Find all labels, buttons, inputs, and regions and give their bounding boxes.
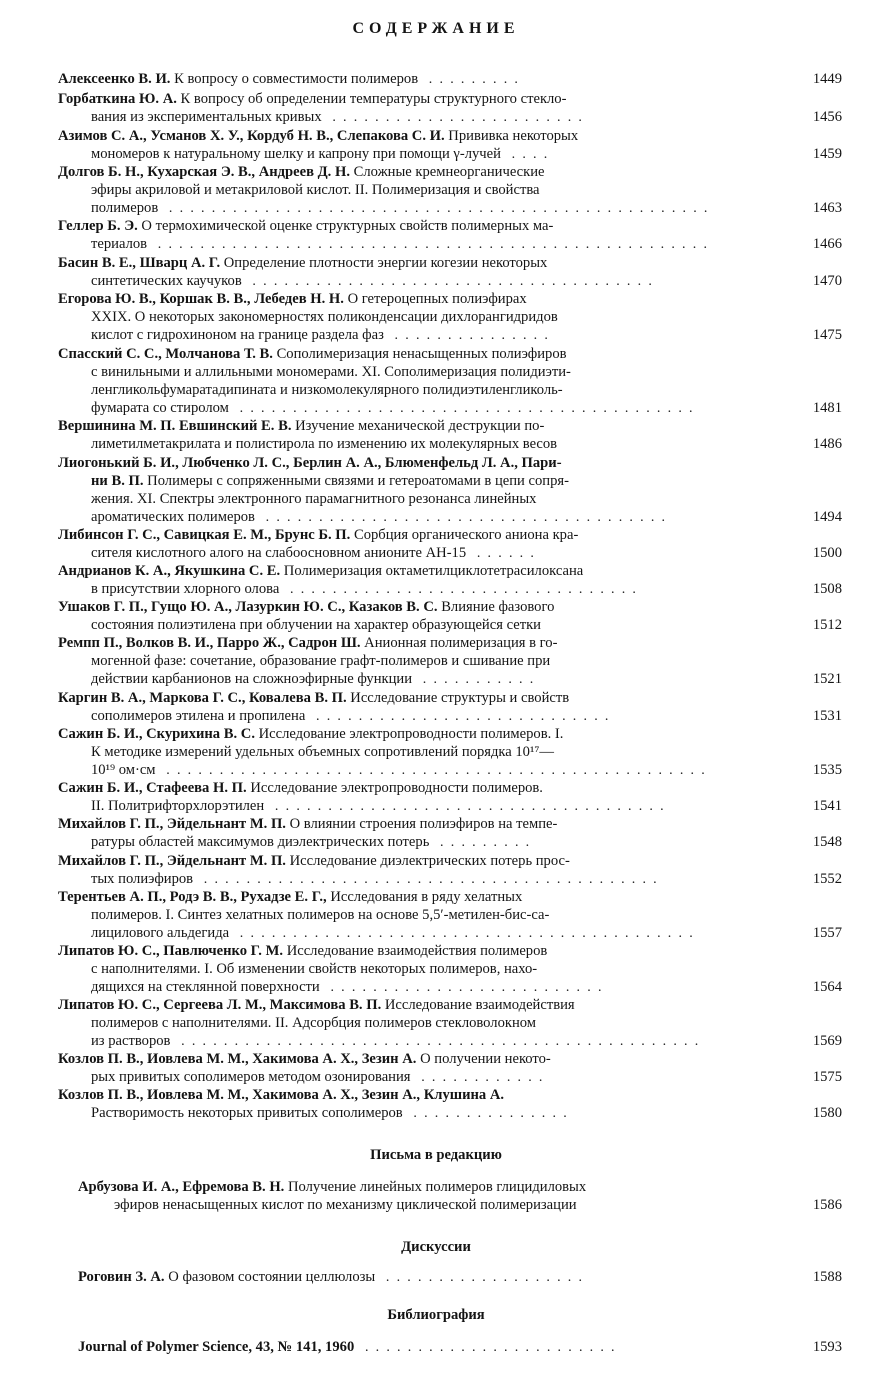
section-heading: Дискуссии [401, 1239, 471, 1255]
toc-title-text: О фазовом состоянии целлюлозы [168, 1269, 376, 1285]
toc-leader-dots: ................................................... [158, 201, 715, 216]
toc-page-number: 1580 [812, 1105, 842, 1121]
toc-line [91, 1104, 780, 1122]
toc-leader-dots: .................................................... [147, 237, 715, 252]
toc-line [91, 833, 780, 851]
toc-title-text: могенной фазе: сочетание, образование графт-полимеров и сшивание при [91, 653, 551, 669]
toc-title-text: кислот с гидрохиноном на границе раздела фаз [91, 327, 384, 343]
toc-line [91, 435, 780, 453]
toc-leader-dots: ..................................... [264, 799, 671, 814]
toc-page-number: 1456 [812, 109, 842, 125]
toc-line [91, 1014, 780, 1032]
toc-line [91, 235, 780, 253]
toc-page-number: 1494 [812, 509, 842, 525]
toc-page-number: 1486 [812, 436, 842, 452]
toc-title-text: К методике измерений удельных объемных сопротивлений порядка 10¹⁷— [91, 744, 555, 760]
toc-authors: Геллер Б. Э. [58, 218, 138, 234]
toc-line [58, 127, 780, 145]
toc-title-text: эфиров ненасыщенных кислот по механизму циклической полимеризации [114, 1197, 577, 1213]
toc-line [58, 217, 780, 235]
toc-title-text: лицилового альдегида [91, 925, 230, 941]
toc-line [58, 345, 780, 363]
toc-line [91, 181, 780, 199]
toc-title-text: Получение линейных полимеров глицидиловых [288, 1179, 587, 1195]
toc-title-text: с винильными и аллильными мономерами. XI. Сополимеризация полидиэти- [91, 364, 571, 380]
toc-title-text: состояния полиэтилена при облучении на характер образующейся сетки [91, 617, 541, 633]
toc-line [91, 924, 780, 942]
toc-title-text: сителя кислотного алого на слабоосновном анионите АН-15 [91, 545, 467, 561]
toc-authors: Лиогонький Б. И., Любченко Л. С., Берлин А. А., Блюменфельд Л. А., Пари- [58, 455, 562, 471]
toc-title-text: О получении некото- [420, 1051, 551, 1067]
toc-page-number: 1531 [812, 708, 842, 724]
toc-line [91, 145, 780, 163]
toc-title-text: О влиянии строения полиэфиров на темпе- [289, 816, 558, 832]
toc-line [91, 108, 780, 126]
toc-title-text: Изучение механической деструкции по- [295, 418, 545, 434]
toc-line [58, 70, 780, 88]
toc-line [91, 308, 780, 326]
toc-page-number: 1512 [812, 617, 842, 633]
toc-line [58, 888, 780, 906]
toc-title-text: Исследование электропроводности полимеров. I. [258, 726, 564, 742]
toc-line [58, 1086, 780, 1104]
toc-title-text: Исследования в ряду хелатных [330, 889, 523, 905]
toc-leader-dots: ......... [418, 72, 526, 87]
toc-line [78, 1268, 780, 1286]
toc-leader-dots: ........................................... [229, 926, 700, 941]
toc-line [58, 163, 780, 181]
toc-line [91, 490, 780, 508]
toc-authors: Спасский С. С., Молчанова Т. В. [58, 346, 273, 362]
toc-title-text: полимеров [91, 200, 159, 216]
toc-line [58, 598, 780, 616]
toc-authors: Сажин Б. И., Скурихина В. С. [58, 726, 255, 742]
toc-title-text: действии карбанионов на сложноэфирные функции [91, 671, 413, 687]
toc-line [91, 399, 780, 417]
toc-page-number: 1463 [812, 200, 842, 216]
toc-title-text: XXIX. О некоторых закономерностях поликонденсации дихлорангидридов [91, 309, 558, 325]
toc-authors: Сажин Б. И., Стафеева Н. П. [58, 780, 247, 796]
toc-line [58, 90, 780, 108]
toc-line [91, 707, 780, 725]
toc-title-text: К вопросу о совместимости полимеров [174, 71, 419, 87]
toc-line [91, 652, 780, 670]
toc-title-text: Влияние фазового [441, 599, 555, 615]
section-heading: Письма в редакцию [370, 1147, 502, 1163]
toc-line [91, 743, 780, 761]
toc-line [78, 1338, 780, 1356]
toc-line [91, 472, 780, 490]
toc-line [58, 526, 780, 544]
toc-leader-dots: ............................ [305, 709, 616, 724]
toc-line [91, 670, 780, 688]
toc-title-text: О гетероцепных полиэфирах [347, 291, 527, 307]
toc-line [58, 254, 780, 272]
section-heading: Библиография [387, 1307, 485, 1323]
toc-line [91, 761, 780, 779]
toc-line [91, 381, 780, 399]
toc-title-text: Анионная полимеризация в го- [364, 635, 558, 651]
toc-page-number: 1449 [812, 71, 842, 87]
toc-title-text: Полимеризация октаметилциклотетрасилоксана [283, 563, 584, 579]
toc-page-number: 1557 [812, 925, 842, 941]
toc-authors: Долгов Б. Н., Кухарская Э. В., Андреев Д. Н. [58, 164, 350, 180]
toc-title-text: О термохимической оценке структурных свойств полимерных ма- [141, 218, 554, 234]
toc-line [58, 942, 780, 960]
toc-page-number: 1508 [812, 581, 842, 597]
toc-title-text: вания из экспериментальных кривых [91, 109, 322, 125]
toc-leader-dots: ......... [429, 835, 537, 850]
toc-leader-dots: ...................................... [254, 510, 673, 525]
toc-leader-dots: ............ [410, 1070, 550, 1085]
toc-leader-dots: ................................................. [170, 1034, 706, 1049]
toc-line [58, 454, 780, 472]
toc-authors: Каргин В. А., Маркова Г. С., Ковалева В. П. [58, 690, 347, 706]
toc-leader-dots: ........................ [321, 110, 590, 125]
toc-title-text: Исследование взаимодействия полимеров [286, 943, 548, 959]
toc-line [58, 562, 780, 580]
toc-title-text: Полимеры с сопряженными связями и гетероатомами в цепи сопря- [147, 473, 569, 489]
toc-title-text: териалов [91, 236, 148, 252]
toc-title-text: из растворов [91, 1033, 171, 1049]
toc-title-text: полимеров с наполнителями. II. Адсорбция полимеров стекловолокном [91, 1015, 537, 1031]
toc-line [91, 508, 780, 526]
toc-line [58, 634, 780, 652]
toc-page-number: 1535 [812, 762, 842, 778]
toc-leader-dots: ...................................... [241, 274, 660, 289]
toc-leader-dots: ........... [412, 672, 541, 687]
toc-authors: Арбузова И. А., Ефремова В. Н. [78, 1179, 285, 1195]
toc-title-text: ратуры областей максимумов диэлектрических потерь [91, 834, 430, 850]
toc-title-text: 10¹⁹ ом·см [91, 762, 156, 778]
toc-authors: Андрианов К. А., Якушкина С. Е. [58, 563, 281, 579]
page-title: СОДЕРЖАНИЕ [352, 20, 520, 37]
toc-line [58, 1050, 780, 1068]
toc-line [58, 689, 780, 707]
toc-title-text: синтетических каучуков [91, 273, 242, 289]
toc-line [91, 616, 780, 634]
toc-title-text: Прививка некоторых [448, 128, 579, 144]
toc-authors: Егорова Ю. В., Коршак В. В., Лебедев Н. Н. [58, 291, 344, 307]
toc-title-text: мономеров к натуральному шелку и капрону при помощи γ-лучей [91, 146, 501, 162]
toc-title-text: с наполнителями. I. Об изменении свойств некоторых полимеров, нахо- [91, 961, 538, 977]
toc-leader-dots: ................................................... [155, 763, 712, 778]
toc-authors: Липатов Ю. С., Павлюченко Г. М. [58, 943, 284, 959]
toc-authors: Липатов Ю. С., Сергеева Л. М., Максимова В. П. [58, 997, 382, 1013]
toc-page-number: 1552 [812, 871, 842, 887]
toc-line [91, 544, 780, 562]
toc-page-number: 1500 [812, 545, 842, 561]
toc-page-number: 1459 [812, 146, 842, 162]
toc-page-number: 1593 [812, 1339, 842, 1355]
toc-title-text: Исследование диэлектрических потерь прос- [289, 853, 570, 869]
toc-title-text: эфиры акриловой и метакриловой кислот. II. Полимеризация и свойства [91, 182, 540, 198]
toc-page-number: 1521 [812, 671, 842, 687]
toc-authors: Азимов С. А., Усманов Х. У., Кордуб Н. В., Слепакова С. И. [58, 128, 445, 144]
toc-title-text: Исследование структуры и свойств [350, 690, 570, 706]
toc-line [91, 363, 780, 381]
toc-line [58, 417, 780, 435]
toc-page-number: 1575 [812, 1069, 842, 1085]
toc-leader-dots: ........................................... [228, 401, 700, 416]
toc-line [58, 852, 780, 870]
toc-title-text: дящихся на стеклянной поверхности [91, 979, 320, 995]
toc-page-number: 1470 [812, 273, 842, 289]
toc-line [58, 290, 780, 308]
toc-line [91, 978, 780, 996]
toc-title-text: ленгликольфумаратадипината и низкомолекулярного полидиэтиленгликоль- [91, 382, 563, 398]
toc-page-number: 1548 [812, 834, 842, 850]
toc-page-number: 1588 [812, 1269, 842, 1285]
toc-title-text: жения. XI. Спектры электронного парамагнитного резонанса линейных [91, 491, 537, 507]
toc-authors: Михайлов Г. П., Эйдельнант М. П. [58, 816, 286, 832]
toc-title-text: Сополимеризация ненасыщенных полиэфиров [276, 346, 567, 362]
toc-authors: Козлов П. В., Иовлева М. М., Хакимова А. Х., Зезин А., Клушина А. [58, 1087, 505, 1103]
toc-title-text: II. Политрифторхлорэтилен [91, 798, 265, 814]
toc-leader-dots: ................................. [279, 582, 644, 597]
toc-authors: Козлов П. В., Иовлева М. М., Хакимова А. Х., Зезин А. [58, 1051, 417, 1067]
toc-leader-dots: .......................... [319, 980, 609, 995]
toc-title-text: Растворимость некоторых привитых сополимеров [91, 1105, 403, 1121]
toc-authors: Горбаткина Ю. А. [58, 91, 177, 107]
toc-line [58, 996, 780, 1014]
toc-authors: Михайлов Г. П., Эйдельнант М. П. [58, 853, 286, 869]
toc-authors: Роговин З. А. [78, 1269, 165, 1285]
toc-authors: Алексеенко В. И. [58, 71, 171, 87]
toc-title-text: Определение плотности энергии когезии некоторых [223, 255, 548, 271]
toc-page-number: 1541 [812, 798, 842, 814]
toc-leader-dots: ........................ [354, 1340, 622, 1355]
toc-page-number: 1475 [812, 327, 842, 343]
toc-leader-dots: ...... [466, 546, 542, 561]
toc-title-text: тых полиэфиров [91, 871, 194, 887]
toc-title-text: сополимеров этилена и пропилена [91, 708, 306, 724]
toc-line [91, 1068, 780, 1086]
toc-title-text: рых привитых сополимеров методом озонирования [91, 1069, 411, 1085]
toc-page-number: 1569 [812, 1033, 842, 1049]
toc-line [91, 906, 780, 924]
toc-title-text: ароматических полимеров [91, 509, 255, 525]
toc-authors: Либинсон Г. С., Савицкая Е. М., Брунс Б. П. [58, 527, 351, 543]
toc-line [91, 326, 780, 344]
toc-authors: Ушаков Г. П., Гущо Ю. А., Лазуркин Ю. С., Казаков В. С. [58, 599, 438, 615]
toc-authors: Journal of Polymer Science, 43, № 141, 1960 [78, 1339, 355, 1355]
toc-title-text: Сложные кремнеорганические [353, 164, 545, 180]
toc-title-text: Сорбция органического аниона кра- [353, 527, 579, 543]
toc-leader-dots: ........................................... [193, 872, 664, 887]
toc-page-number: 1481 [812, 400, 842, 416]
toc-line [91, 199, 780, 217]
toc-page-number: 1564 [812, 979, 842, 995]
toc-line [91, 580, 780, 598]
toc-title-text: в присутствии хлорного олова [91, 581, 280, 597]
toc-line [91, 797, 780, 815]
toc-authors: Терентьев А. П., Родэ В. В., Рухадзе Е. Г., [58, 889, 327, 905]
toc-line [114, 1196, 780, 1214]
toc-authors: Вершинина М. П. Евшинский Е. В. [58, 418, 292, 434]
toc-leader-dots: ................... [375, 1270, 590, 1285]
toc-line [58, 815, 780, 833]
toc-line [91, 1032, 780, 1050]
toc-leader-dots: .... [500, 147, 555, 162]
toc-leader-dots: ............... [383, 328, 556, 343]
toc-line [91, 272, 780, 290]
toc-title-text: К вопросу об определении температуры структурного стекло- [180, 91, 567, 107]
toc-page-number: 1466 [812, 236, 842, 252]
toc-authors: ни В. П. [91, 473, 144, 489]
toc-line [58, 779, 780, 797]
toc-title-text: Исследование взаимодействия [384, 997, 575, 1013]
toc-leader-dots: ............... [402, 1106, 574, 1121]
toc-authors: Басин В. Е., Шварц А. Г. [58, 255, 221, 271]
toc-line [91, 870, 780, 888]
toc-title-text: лиметилметакрилата и полистирола по изменению их молекулярных весов [91, 436, 558, 452]
toc-line [58, 725, 780, 743]
toc-line [91, 960, 780, 978]
toc-title-text: фумарата со стиролом [91, 400, 229, 416]
toc-line [78, 1178, 780, 1196]
toc-page-number: 1586 [812, 1197, 842, 1213]
toc-title-text: Исследование электропроводности полимеров. [250, 780, 543, 796]
toc-title-text: полимеров. I. Синтез хелатных полимеров на основе 5,5′-метилен-бис-са- [91, 907, 550, 923]
toc-authors: Ремпп П., Волков В. И., Парро Ж., Садрон Ш. [58, 635, 361, 651]
